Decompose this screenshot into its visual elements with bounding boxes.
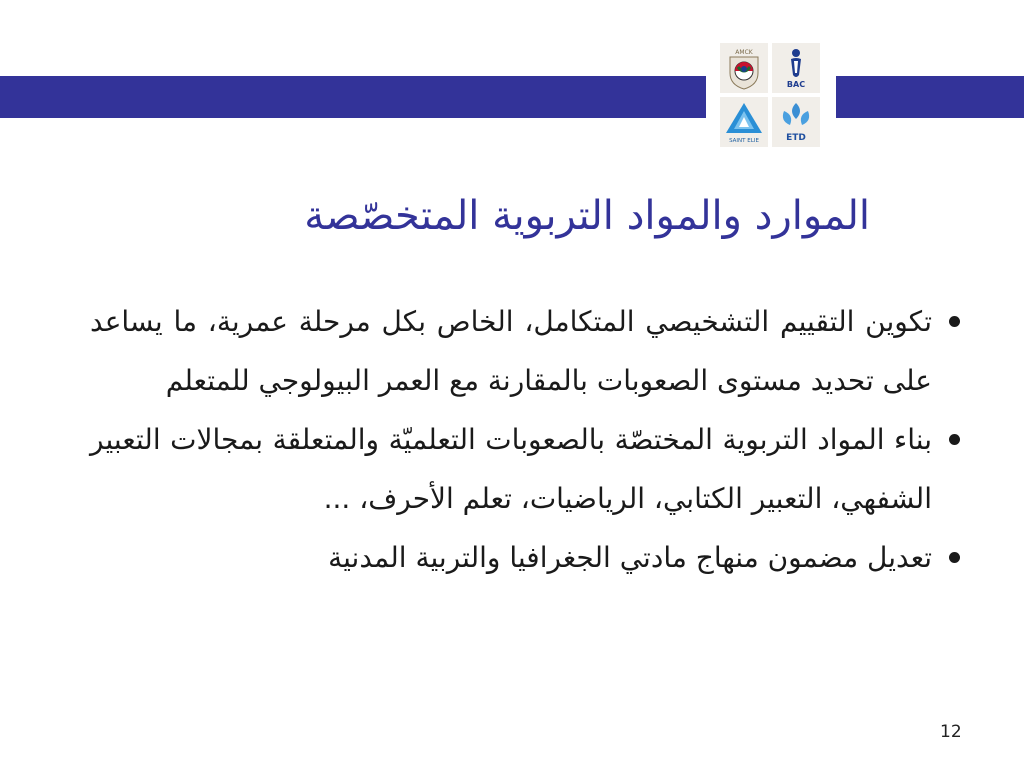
bullet-dot-icon bbox=[949, 316, 960, 327]
bullet-text: بناء المواد التربوية المختصّة بالصعوبات التعلميّة والمتعلقة بمجالات التعبير الشفهي، التعبير الكتابي، الرياضيات، تعلم الأحرف، ... bbox=[90, 423, 932, 515]
logo-group bbox=[717, 41, 823, 149]
header-band-right bbox=[836, 76, 1024, 118]
saint-elie-logo bbox=[720, 97, 768, 147]
bullet-item bbox=[90, 292, 960, 410]
slide-title: الموارد والمواد التربوية المتخصّصة bbox=[304, 193, 870, 239]
bac-logo bbox=[772, 43, 820, 93]
bullet-dot-icon bbox=[949, 552, 960, 563]
bullet-list bbox=[90, 292, 960, 587]
bullet-dot-icon bbox=[949, 434, 960, 445]
amck-logo bbox=[720, 43, 768, 93]
amck-logo-text: AMCK bbox=[735, 49, 753, 56]
header-band-left bbox=[0, 76, 706, 118]
bullet-item bbox=[90, 528, 960, 587]
bullet-text: تكوين التقييم التشخيصي المتكامل، الخاص بكل مرحلة عمرية، ما يساعد على تحديد مستوى الصعوبات بالمقارنة مع العمر البيولوجي للمتعلم bbox=[90, 305, 932, 397]
etd-logo-text: ETD bbox=[786, 133, 806, 143]
bullet-item bbox=[90, 410, 960, 528]
bullet-text: تعديل مضمون منهاج مادتي الجغرافيا والتربية المدنية bbox=[328, 541, 932, 574]
saint-elie-logo-text: SAINT ELIE bbox=[729, 138, 759, 144]
etd-logo bbox=[772, 97, 820, 147]
page-number: 12 bbox=[940, 722, 962, 742]
bac-logo-text: BAC bbox=[786, 80, 806, 89]
